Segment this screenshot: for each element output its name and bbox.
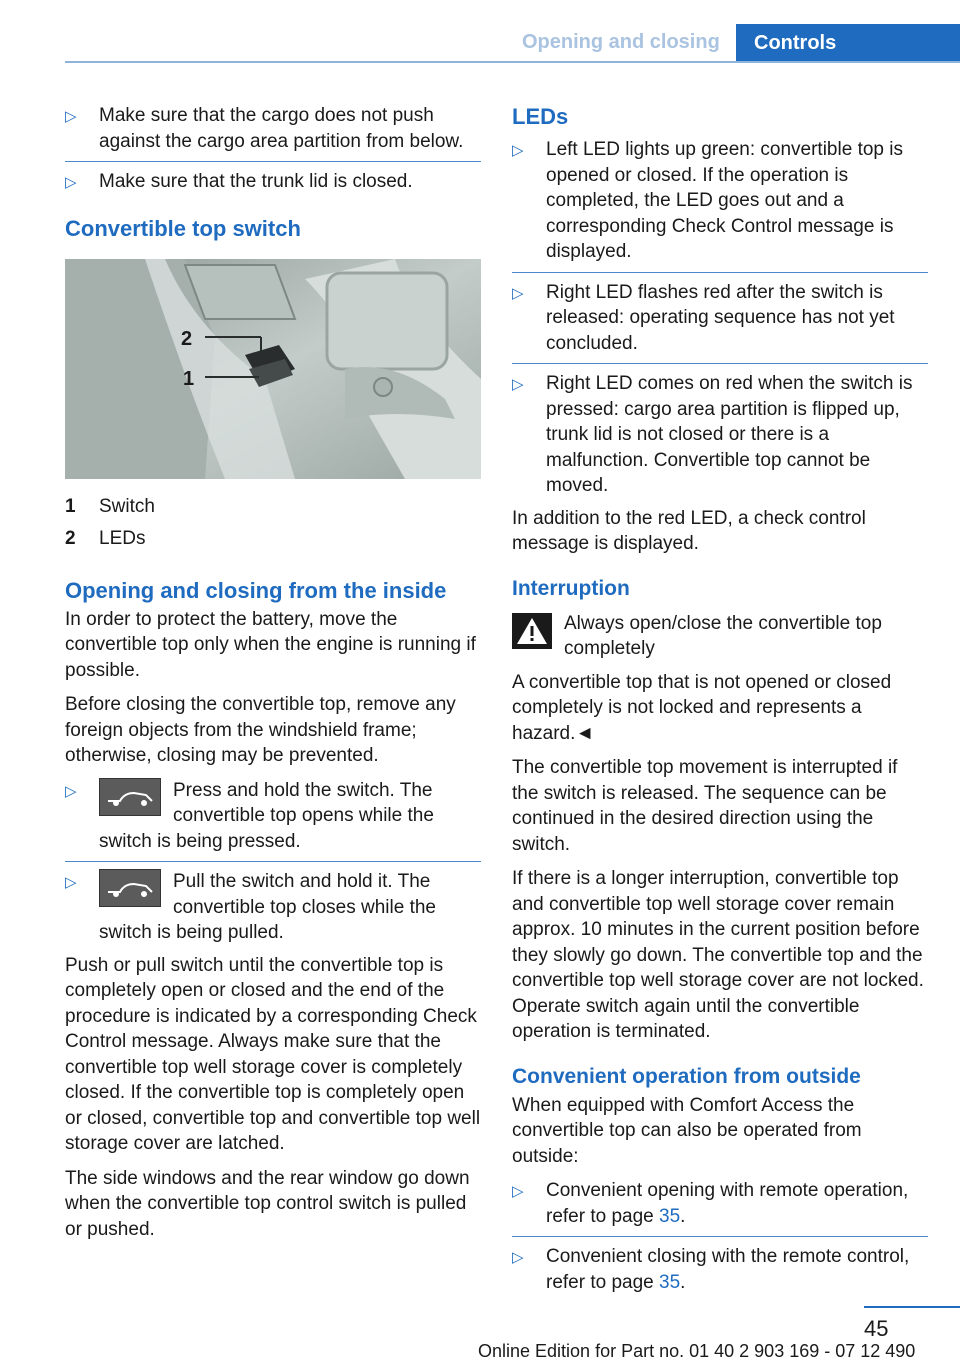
console-illustration (65, 259, 481, 479)
list-item: ▷ Right LED comes on red when the switch is pressed: cargo area partition is flipped up, trunk lid is not closed or there is a malfunction. Convertible top cannot be moved. (512, 373, 913, 496)
convertible-top-switch-icon (99, 778, 161, 816)
triangle-bullet-icon: ▷ (512, 284, 524, 302)
list-item: ▷ Convenient closing with the remote control, refer to page 35. (512, 1246, 910, 1293)
left-column (65, 103, 481, 1251)
triangle-bullet-icon: ▷ (512, 1183, 524, 1200)
switch-photo (65, 259, 481, 479)
paragraph: In order to protect the battery, move the convertible top only when the engine is running if possible. (65, 608, 476, 681)
warning-triangle-icon (512, 613, 552, 649)
triangle-bullet-icon: ▷ (512, 1249, 524, 1266)
list-item: ▷ Right LED flashes red after the switch is released: operating sequence has not yet concluded. (512, 281, 895, 354)
triangle-bullet-icon: ▷ (65, 174, 77, 191)
triangle-bullet-icon: ▷ (65, 874, 77, 891)
page-number: 45 (864, 1316, 889, 1341)
header-chapter-tab: Controls (736, 24, 960, 63)
list-item: ▷ Convenient opening with remote operation, refer to page 35. (512, 1180, 909, 1227)
heading-interruption: Interruption (512, 576, 630, 600)
paragraph: The convertible top movement is interrupted if the switch is released. The sequence can be continued in the desired direction using the switch. (512, 757, 898, 855)
divider (512, 363, 928, 364)
triangle-bullet-icon: ▷ (512, 142, 524, 159)
legend-item: 2 LEDs (65, 527, 146, 549)
list-item: ▷ Press and hold the switch. The convertible top opens while the switch is being pressed. (65, 779, 434, 852)
list-item: ▷ Left LED lights up green: convertible top is opened or closed. If the operation is completed, the LED goes out and a corresponding Check Control message is displayed. (512, 139, 903, 262)
triangle-bullet-icon: ▷ (65, 108, 77, 125)
warning-note: Always open/close the convertible top completely (512, 611, 928, 662)
heading-convenient-operation: Convenient operation from outside (512, 1064, 861, 1088)
heading-opening-closing-inside: Opening and closing from the inside (65, 577, 447, 603)
legend-item: 1 Switch (65, 495, 155, 517)
divider (512, 1236, 928, 1237)
paragraph: The side windows and the rear window go down when the convertible top control switch is pulled or pushed. (65, 1167, 470, 1240)
heading-leds: LEDs (512, 104, 569, 129)
divider (65, 861, 481, 862)
photo-label-1: 1 (183, 367, 195, 390)
convertible-top-switch-icon (99, 869, 161, 907)
divider (65, 161, 481, 162)
header-section-title: Opening and closing (522, 31, 720, 53)
list-item: ▷ Pull the switch and hold it. The convertible top closes while the switch is being pulled. (65, 871, 436, 943)
footer-rule (864, 1306, 960, 1308)
divider (512, 272, 928, 273)
edition-footer: Online Edition for Part no. 01 40 2 903 169 - 07 12 490 (478, 1341, 916, 1361)
triangle-bullet-icon: ▷ (65, 782, 77, 800)
photo-label-2: 2 (181, 327, 193, 350)
list-item: ▷ Make sure that the cargo does not push against the cargo area partition from below. (65, 105, 464, 152)
paragraph: In addition to the red LED, a check control message is displayed. (512, 507, 866, 554)
list-item: ▷ Make sure that the trunk lid is closed. (65, 169, 481, 195)
heading-convertible-top-switch: Convertible top switch (65, 215, 301, 241)
triangle-bullet-icon: ▷ (512, 376, 524, 393)
paragraph: Before closing the convertible top, remove any foreign objects from the windshield frame; otherwise, closing may be prevented. (65, 694, 456, 766)
page-header (0, 0, 960, 64)
right-column (512, 103, 928, 1302)
paragraph: Push or pull switch until the convertible top is completely open or closed and the end of the procedure is indicated by a corresponding Check Control message. Always make sure that the convertible top well storage cover is completely closed. If the convertible top is completely open or closed, convertible top and convertible top well storage cover are latched. (65, 954, 481, 1154)
paragraph: If there is a longer interruption, convertible top and convertible top well storage cover remain approx. 10 minutes in the current position before they slowly go down. The convertible top and the convertible top well storage cover are not locked. Operate switch again until the convertible operation is terminated. (512, 868, 924, 1042)
page-link[interactable]: 35 (659, 1271, 681, 1293)
paragraph: When equipped with Comfort Access the convertible top can also be operated from outside: (512, 1094, 862, 1167)
header-rule (65, 61, 960, 63)
paragraph: A convertible top that is not opened or closed completely is not locked and represents a hazard.◄ (512, 671, 892, 744)
page-link[interactable]: 35 (659, 1205, 681, 1227)
